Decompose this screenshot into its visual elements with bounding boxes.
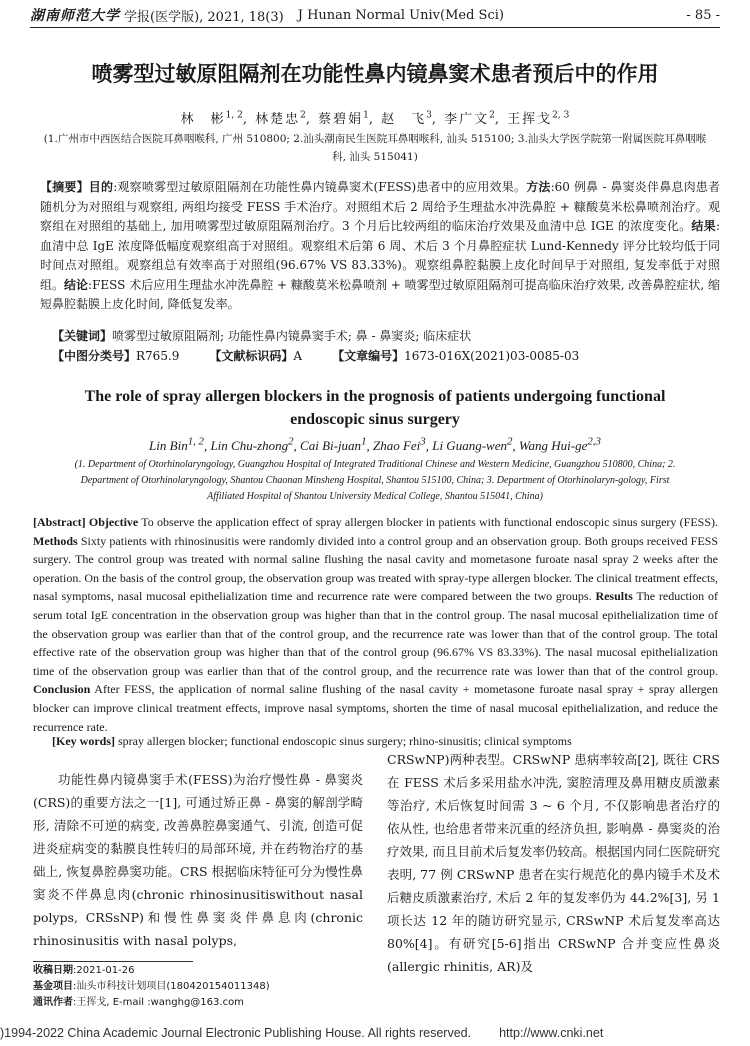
abstract-en-methods-label: Methods: [33, 533, 78, 548]
affiliations-cn: (1.广州市中西医结合医院耳鼻咽喉科, 广州 510800; 2.汕头潮南民生医院耳鼻咽喉科, 汕头 515100; 3.汕头大学医学院第一附属医院耳鼻咽喉科, 汕头 515041): [43, 133, 707, 163]
abstract-en: [33, 513, 718, 736]
keywords-cn-label: 【关键词】: [52, 329, 113, 343]
body-column-right: CRSwNP)两种表型。CRSwNP 患病率较高[2], 既往 CRS 在 FESS 术后多采用盐水冲洗, 窦腔清理及鼻用糖皮质激素等治疗, 术后恢复时间需 3 ~ 6 个月, 不仅影响患者治疗的依从性, 也给患者带来沉重的经济负担, 影响鼻 - 鼻窦炎的治疗效果, 而且目前术后复发率仍较高。根据国内同仁医院研究表明, 77 例 CRSwNP 患者在实行规范化的鼻内镜手术及术后糖皮质激素治疗, 术后 2 年的复发率仍为 44.2%[3], 另 1 项长达 12 年的随访研究显示, CRSwNP 术后复发率高达 80%[4]。有研究[5-6]指出 CRSwNP 合并变应性鼻炎(allergic rhinitis, AR)及: [387, 752, 720, 974]
abstract-en-results-label: Results: [595, 589, 633, 604]
abstract-cn-methods-label: 方法: [526, 180, 551, 194]
abstract-en-results: The reduction of serum total IgE concentration in the observation group was higher than that in the control group. The nasal mucosal epithelialization time of the observation group was earlier than that of the control group, and the recurrence rate was lower than that of the control group. The total effective rate of the observation group was higher than that of the control group (96.67% VS 83.33%). The nasal mucosal epithelialization time of the observation group was earlier than that of the control group, and the recurrence rate was lower than that of the control group.: [33, 589, 718, 678]
abstract-en-conclusion: After FESS, the application of normal saline flushing of the nasal cavity + mometasone furoate nasal spray + spray allergen blocker can improve clinical treatment effects, improve nasal symptoms, shorten the time of nasal mucosal epithelialization, and reduce the recurrence rate.: [33, 682, 718, 734]
authors-en: Lin Bin$^{1, 2}$, Lin Chu-zhong$^2$, Cai Bi-juan$^1$, Zhao Fei$^3$, Li Guang-wen$^2$, Wang Hui-ge$^{2,3}$: [149, 436, 601, 454]
author-cn: 蔡碧娟$^1$: [318, 110, 369, 127]
page-number: - 85 -: [686, 7, 720, 23]
author-cn: 林楚忠$^2$: [255, 110, 306, 127]
article-number: 【文章编号】1673-016X(2021)03-0085-03: [332, 349, 580, 363]
footnotes: [33, 963, 270, 1011]
abstract-en-objective-label: Objective: [88, 515, 139, 529]
author-en: Zhao Fei$^3$: [372, 436, 426, 454]
journal-name-en: J Hunan Normal Univ(Med Sci): [297, 7, 504, 23]
title-cn: 喷雾型过敏原阻隔剂在功能性鼻内镜鼻窦术患者预后中的作用: [91, 62, 659, 86]
title-en: The role of spray allergen blockers in the prognosis of patients undergoing functional endoscopic sinus surgery: [84, 388, 666, 428]
abstract-cn-methods: :60 例鼻 - 鼻窦炎伴鼻息肉患者随机分为对照组与观察组, 两组均接受 FESS 手术治疗。对照组术后 2 周给予生理盐水冲洗鼻腔 + 糠酸莫米松鼻喷剂治疗。观察组在对照组的基础上, 加用喷雾型过敏原阻隔剂治疗。3 个月后比较两组的临床治疗效果及血清中总 IGE 的浓度变化。: [40, 180, 720, 233]
author-en: Cai Bi-juan$^1$: [300, 436, 367, 454]
abstract-cn-objective: :观察喷雾型过敏原阻隔剂在功能性鼻内镜鼻窦术(FESS)患者中的应用效果。: [113, 180, 527, 194]
abstract-cn-conclusion-label: 结论: [64, 277, 89, 292]
keywords-en: [52, 734, 720, 749]
author-en: Li Guang-wen$^2$: [432, 436, 513, 454]
cnki-link[interactable]: http://www.cnki.net: [499, 1026, 604, 1040]
keywords-en-text: spray allergen blocker; functional endoscopic sinus surgery; rhino-sinusitis; clinical symptoms: [118, 734, 572, 748]
journal-logo: 湖南师范大学: [30, 8, 120, 24]
body-column-left: 功能性鼻内镜鼻窦手术(FESS)为治疗慢性鼻 - 鼻窦炎(CRS)的重要方法之一[1], 可通过矫正鼻 - 鼻窦的解剖学畸形, 清除不可逆的病变, 改善鼻腔鼻窦通气、引流, 创造可促进炎症病变的黏膜良性转归的局部环境, 并在药物治疗的基础上, 恢复鼻腔鼻窦功能。CRS 根据临床特征可分为慢性鼻窦炎不伴鼻息肉(chronic rhinosinusitiswithout nasal polyps, CRSsNP)和慢性鼻窦炎伴鼻息肉(chronic rhinosinusitis with nasal polyps,: [33, 772, 363, 948]
author-cn: 李广文$^2$: [444, 110, 495, 127]
running-header: [30, 4, 720, 26]
footnote-correspondence: 通讯作者:王挥戈, E-mail :wanghg@163.com: [33, 997, 244, 1008]
copyright-bar: [0, 1026, 750, 1040]
abstract-en-label: [Abstract]: [33, 515, 86, 529]
header-rule: [30, 27, 720, 28]
author-en: Lin Chu-zhong$^2$: [210, 436, 294, 454]
authors-cn: 林 彬$^{1, 2}$, 林楚忠$^2$, 蔡碧娟$^1$, 赵 飞$^3$, 李广文$^2$, 王挥戈$^{2, 3}$: [180, 110, 570, 127]
document-code: 【文献标识码】A: [209, 349, 303, 363]
footnote-received: 收稿日期:2021-01-26: [33, 965, 135, 976]
abstract-cn-results-label: 结果: [691, 219, 716, 233]
abstract-cn: [40, 178, 720, 315]
abstract-cn-conclusion: :FESS 术后应用生理盐水冲洗鼻腔 + 糠酸莫米松鼻喷剂 + 喷雾型过敏原阻隔剂可提高临床治疗效果, 改善鼻腔症状, 缩短鼻腔黏膜上皮化时间, 降低复发率。: [40, 277, 720, 311]
clc-number: 【中图分类号】R765.9: [52, 349, 180, 363]
classification-line: [52, 347, 720, 364]
keywords-cn: [52, 327, 720, 344]
affiliations-en: (1. Department of Otorhinolaryngology, Guangzhou Hospital of Integrated Traditional Chinese and Western Medicine, Guangzhou 510800, China; 2. Department of Otorhinolaryngology, Shantou Chaonan Minsheng Hospital, Shantou 515100, China; 3. Department of Otorhinolaryn-gology, First Affiliated Hospital of Shantou University Medical College, Shantou 515041, China): [74, 459, 676, 502]
author-cn: 赵 飞$^3$: [381, 110, 432, 127]
author-en: Lin Bin$^{1, 2}$: [149, 436, 204, 454]
keywords-en-label: [Key words]: [52, 734, 115, 748]
abstract-cn-results: : 血清中总 IgE 浓度降低幅度观察组高于对照组。观察组术后第 6 周、术后 3 个月鼻腔症状 Lund-Kennedy 评分比较均低于同时间点对照组。观察组总有效率高于对照组(96.67% VS 83.33%)。观察组鼻腔黏膜上皮化时间早于对照组, 复发率低于对照组。: [40, 219, 720, 292]
abstract-en-conclusion-label: Conclusion: [33, 682, 91, 697]
author-en: Wang Hui-ge$^{2,3}$: [518, 436, 601, 454]
keywords-cn-text: 喷雾型过敏原阻隔剂; 功能性鼻内镜鼻窦手术; 鼻 - 鼻窦炎; 临床症状: [112, 329, 472, 343]
abstract-cn-label: 【摘要】目的: [40, 180, 114, 194]
author-cn: 林 彬$^{1, 2}$: [180, 110, 243, 127]
footnote-fund: 基金项目:汕头市科技计划项目(180420154011348): [33, 981, 270, 992]
copyright-text: )1994-2022 China Academic Journal Electronic Publishing House. All rights reserved.: [0, 1026, 472, 1040]
abstract-en-methods: Sixty patients with rhinosinusitis were randomly divided into a control group and an observation group. Both groups received FESS surgery. The control group was treated with normal saline flushing the nasal cavity and mometasone furoate nasal spray 2 weeks after the operation. On the basis of the control group, the observation group was treated with spray-type allergen blocker. The clinical treatment effects, nasal symptoms, nasal mucosal epithelialization time and recurrence rate were compared between the two groups.: [33, 533, 718, 604]
author-cn: 王挥戈$^{2, 3}$: [507, 110, 570, 127]
journal-issue: 学报(医学版), 2021, 18(3): [124, 9, 284, 25]
footnote-rule: [33, 961, 193, 962]
abstract-en-objective: To observe the application effect of spray allergen blocker in patients with functional endoscopic sinus surgery (FESS).: [141, 515, 719, 529]
